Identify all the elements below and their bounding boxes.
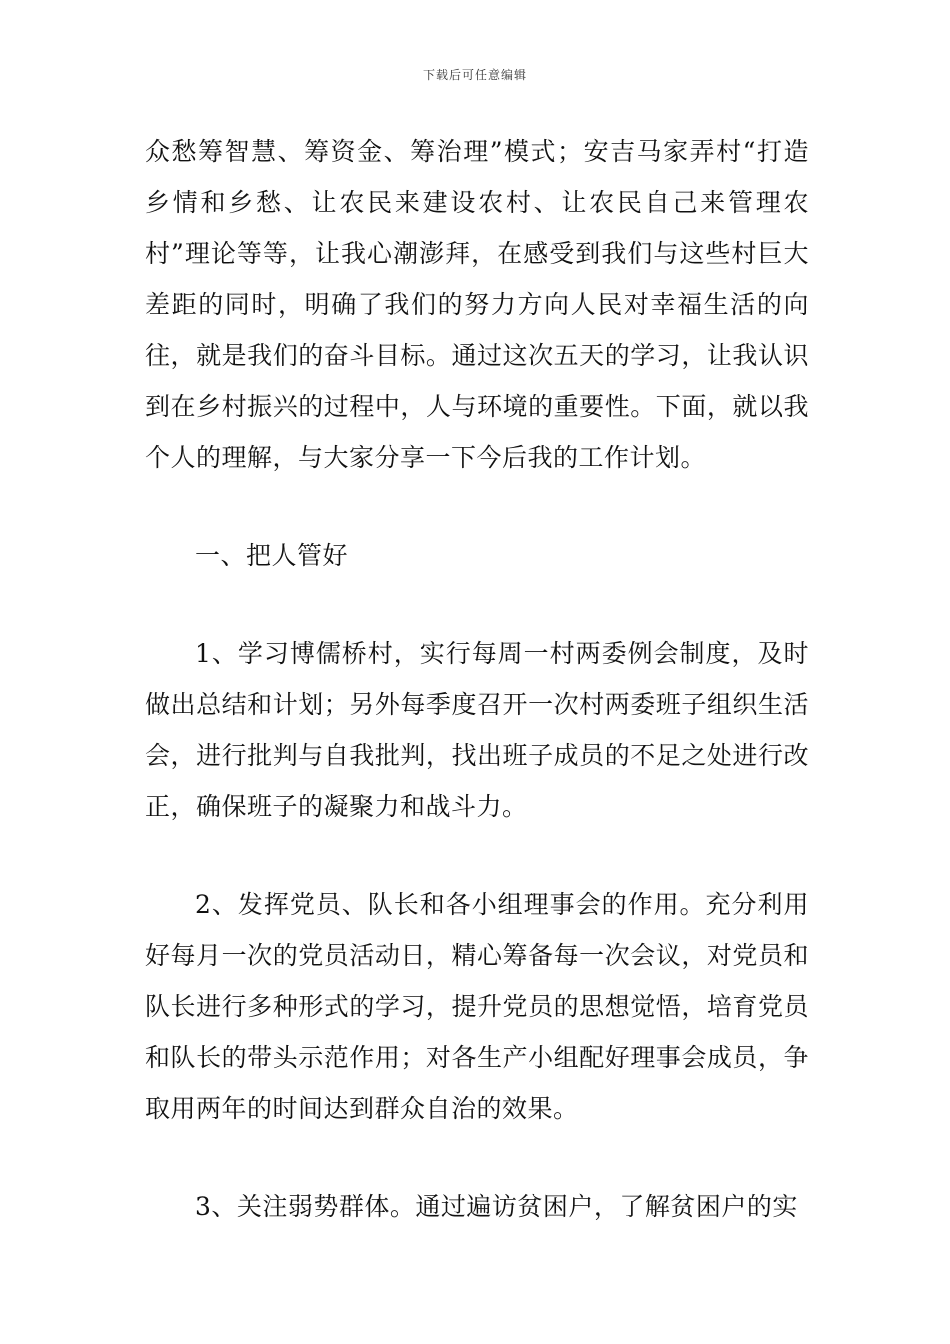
list-item-2: 2、发挥党员、队长和各小组理事会的作用。充分利用好每月一次的党员活动日，精心筹备每一次会议，对党员和队长进行多种形式的学习，提升党员的思想觉悟，培育党员和队长的带头示范作用；对各生产小组配好理事会成员，争取用两年的时间达到群众自治的效果。	[145, 890, 809, 1123]
document-body	[145, 126, 809, 1232]
section-heading: 一、把人管好	[195, 541, 349, 570]
paragraph-gap	[145, 483, 809, 530]
header-note: 下载后可任意编辑	[422, 68, 527, 82]
list-item-1: 1、学习博儒桥村，实行每周一村两委例会制度，及时做出总结和计划；另外每季度召开一次村两委班子组织生活会，进行批判与自我批判，找出班子成员的不足之处进行改正，确保班子的凝聚力和战斗力。	[145, 639, 809, 821]
paragraph-gap	[145, 832, 809, 879]
paragraph-gap	[145, 581, 809, 628]
paragraph-intro-continuation: 众愁筹智慧、筹资金、筹治理”模式；安吉马家弄村“打造乡情和乡愁、让农民来建设农村、让农民自己来管理农村”理论等等，让我心潮澎拜，在感受到我们与这些村巨大差距的同时，明确了我们的努力方向人民对幸福生活的向往，就是我们的奋斗目标。通过这次五天的学习，让我认识到在乡村振兴的过程中，人与环境的重要性。下面，就以我个人的理解，与大家分享一下今后我的工作计划。	[145, 137, 809, 472]
paragraph-gap	[145, 1134, 809, 1181]
list-item-3: 3、关注弱势群体。通过遍访贫困户，了解贫困户的实	[195, 1192, 798, 1221]
